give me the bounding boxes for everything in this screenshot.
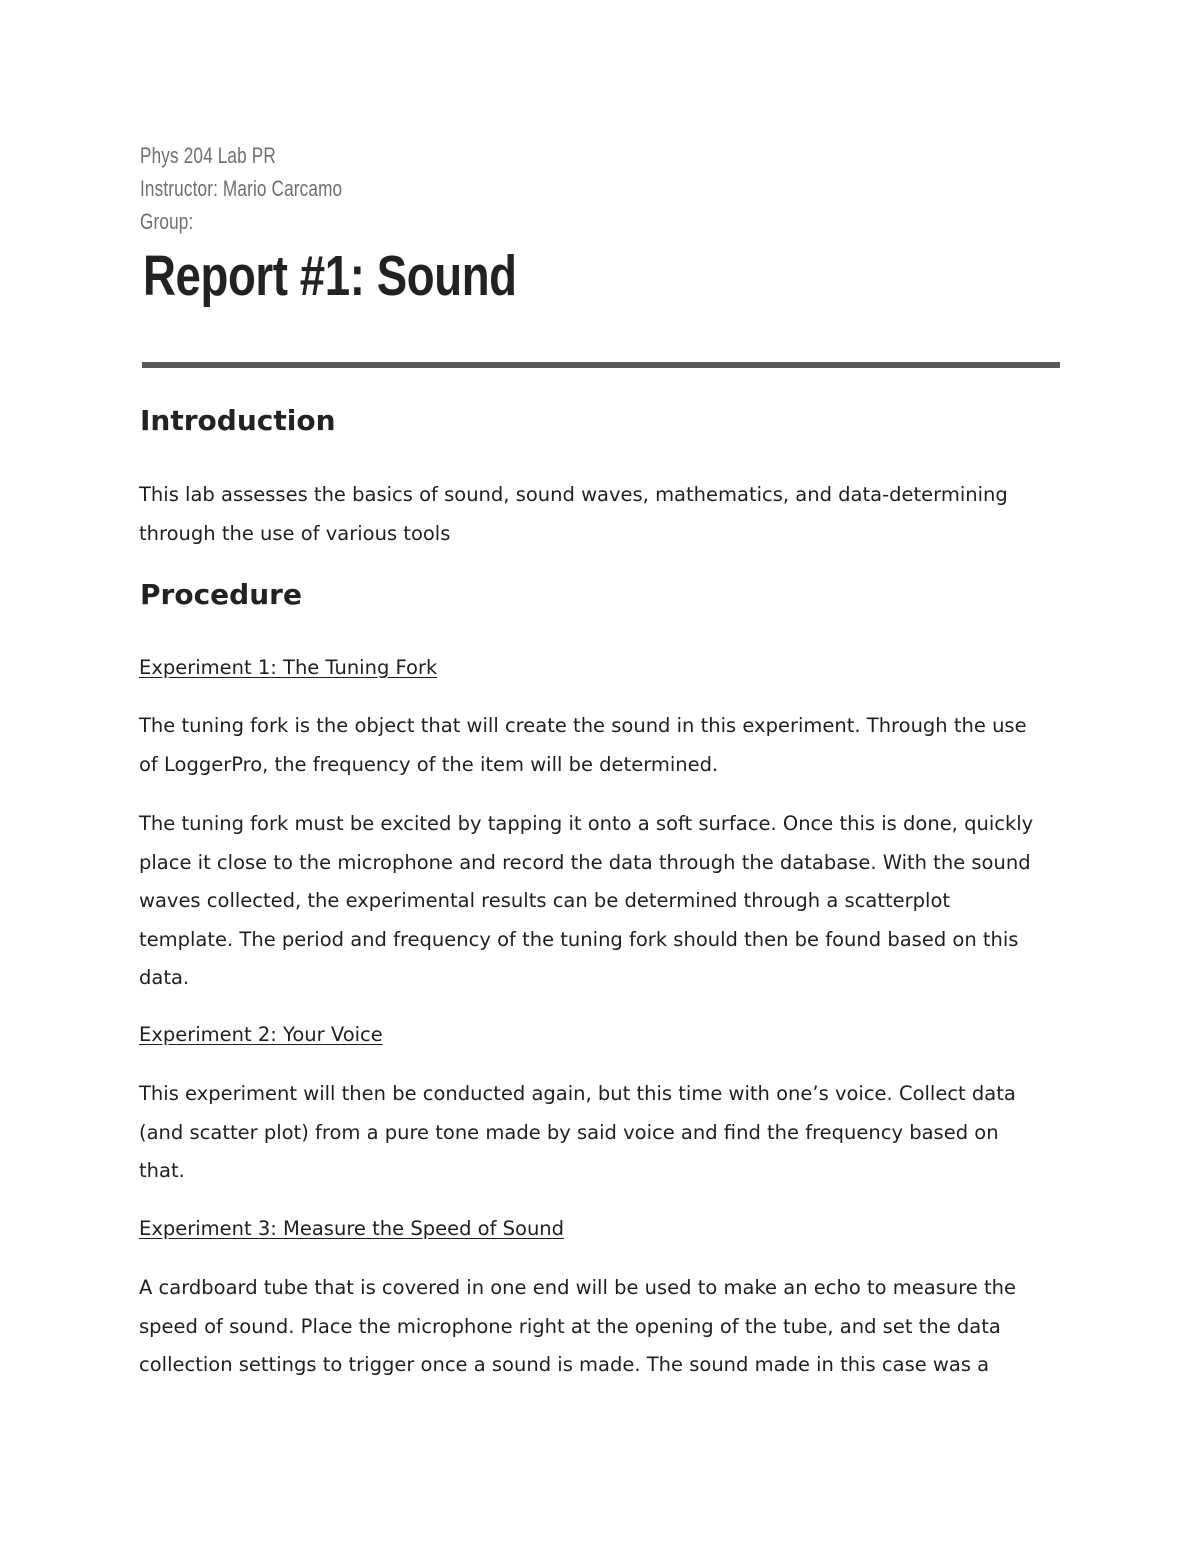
text-line: A cardboard tube that is covered in one end will be used to make an echo to measure the xyxy=(139,1276,1016,1299)
text-line: (and scatter plot) from a pure tone made by said voice and find the frequency based on xyxy=(139,1120,999,1144)
experiment1-paragraph-2 xyxy=(139,805,1033,998)
experiment3-paragraph xyxy=(139,1269,1016,1385)
title-divider xyxy=(142,362,1060,368)
experiment2-title: Experiment 2: Your Voice xyxy=(139,1023,383,1046)
course-line: Phys 204 Lab PR xyxy=(140,143,276,168)
text-line: data. xyxy=(139,966,190,989)
text-line: through the use of various tools xyxy=(139,521,451,545)
text-line: place it close to the microphone and record the data through the database. With the sound xyxy=(139,850,1031,874)
text-line: This experiment will then be conducted again, but this time with one’s voice. Collect data xyxy=(139,1082,1016,1105)
text-line: The tuning fork must be excited by tapping it onto a soft surface. Once this is done, quickly xyxy=(139,812,1034,835)
introduction-paragraph xyxy=(139,476,1008,553)
text-line: This lab assesses the basics of sound, sound waves, mathematics, and data-determining xyxy=(139,483,1008,506)
text-line: waves collected, the experimental results can be determined through a scatterplot xyxy=(139,889,951,912)
text-line: that. xyxy=(139,1159,185,1182)
text-line: template. The period and frequency of the tuning fork should then be found based on this xyxy=(139,927,1019,951)
group-line: Group: xyxy=(140,209,194,234)
instructor-line: Instructor: Mario Carcamo xyxy=(140,176,343,201)
experiment3-title: Experiment 3: Measure the Speed of Sound xyxy=(139,1217,565,1240)
text-line: collection settings to trigger once a sound is made. The sound made in this case was a xyxy=(139,1353,990,1376)
procedure-heading: Procedure xyxy=(140,578,302,611)
text-line: The tuning fork is the object that will create the sound in this experiment. Through the use xyxy=(139,714,1027,737)
experiment2-paragraph xyxy=(139,1075,1016,1191)
experiment1-paragraph-1 xyxy=(139,707,1027,784)
text-line: of LoggerPro, the frequency of the item will be determined. xyxy=(139,752,719,776)
introduction-heading: Introduction xyxy=(140,404,336,437)
report-title: Report #1: Sound xyxy=(143,244,517,308)
text-line: speed of sound. Place the microphone right at the opening of the tube, and set the data xyxy=(139,1314,1001,1338)
experiment1-title: Experiment 1: The Tuning Fork xyxy=(139,656,438,679)
